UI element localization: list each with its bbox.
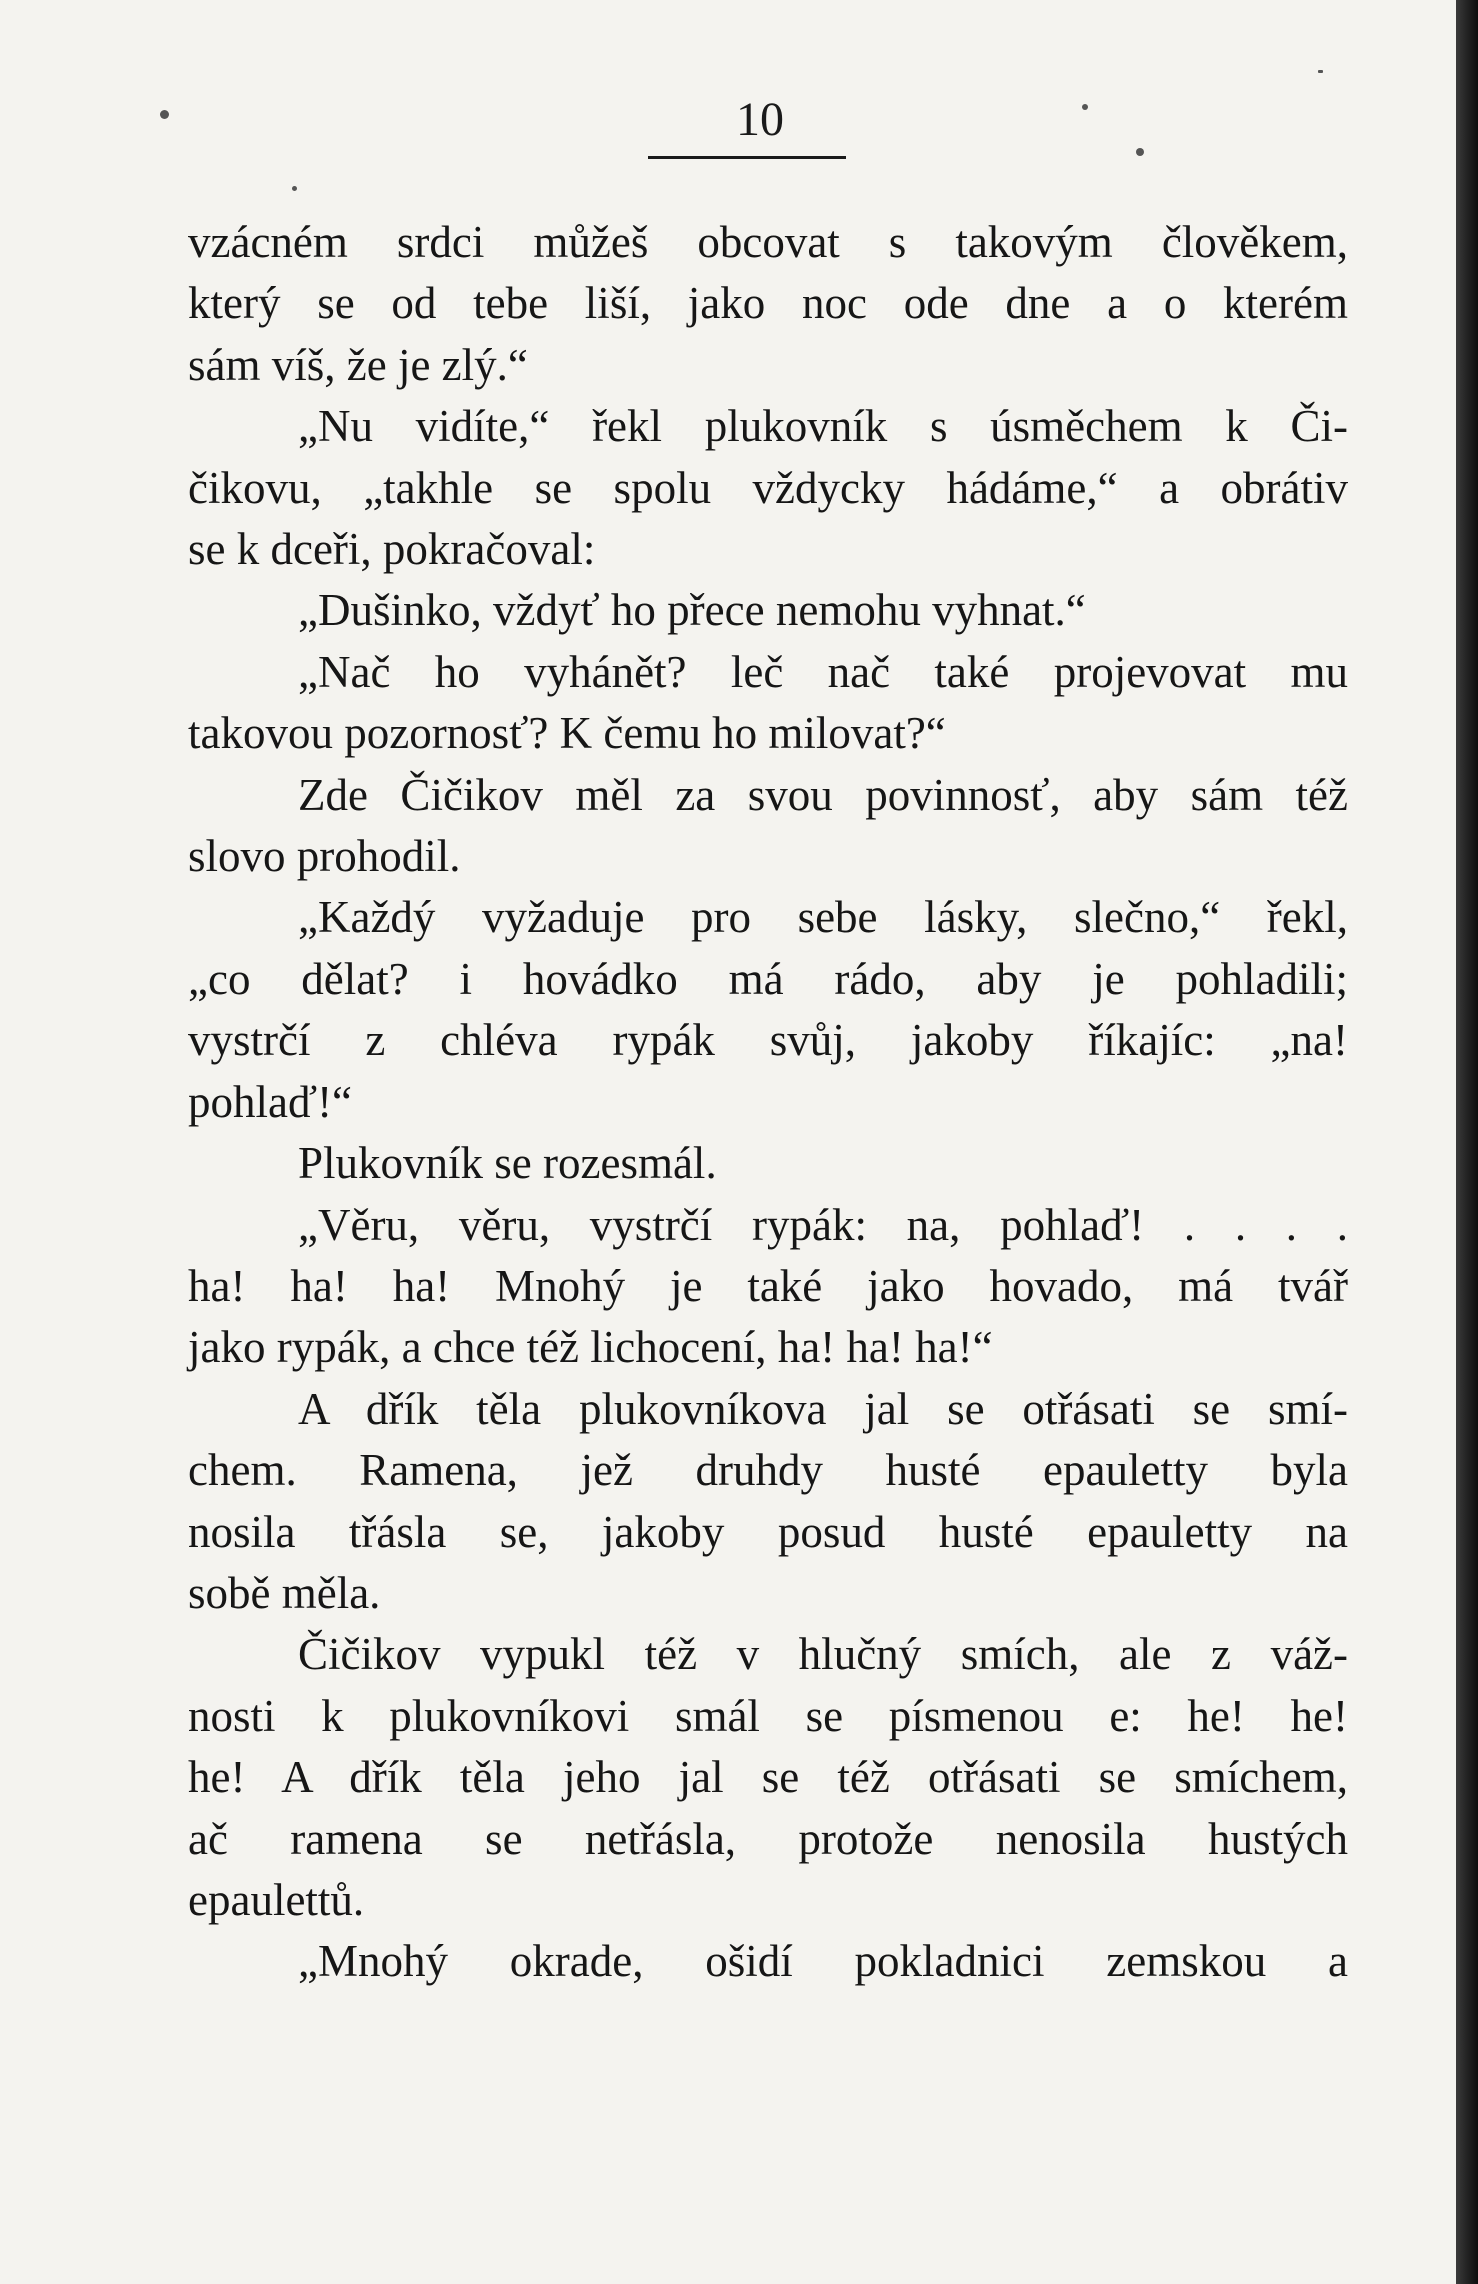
text-line: Čičikov vypukl též v hlučný smích, ale z váž- [298,1629,1348,1680]
text-line: který se od tebe liší, jako noc ode dne a o kterém [188,278,1348,329]
text-line: sám víš, že je zlý.“ [188,339,528,390]
text-line: „co dělat? i hovádko má rádo, aby je pohladili; [188,953,1348,1004]
paper-speck [160,110,169,119]
body-text [188,212,1348,1993]
text-line: „Mnohý okrade, ošidí pokladnici zemskou a [298,1936,1348,1987]
text-line: jako rypák, a chce též lichocení, ha! ha! ha!“ [188,1322,993,1373]
text-line: ač ramena se netřásla, protože nenosila hustých [188,1813,1348,1864]
text-line: pohlaď!“ [188,1076,353,1127]
text-line: „Dušinko, vždyť ho přece nemohu vyhnat.“ [298,585,1086,636]
text-line: nosila třásla se, jakoby posud husté epauletty na [188,1506,1348,1557]
text-line: he! A dřík těla jeho jal se též otřásati se smíchem, [188,1752,1348,1803]
text-line: „Věru, věru, vystrčí rypák: na, pohlaď! . . . . [298,1199,1348,1250]
text-line: chem. Ramena, jež druhdy husté epauletty byla [188,1445,1348,1496]
text-line: čikovu, „takhle se spolu vždycky hádáme,“ a obrátiv [188,462,1348,513]
header-rule [648,156,846,159]
text-line: „Každý vyžaduje pro sebe lásky, slečno,“ řekl, [298,892,1348,943]
paper-speck [1136,148,1144,156]
text-line: Zde Čičikov měl za svou povinnosť, aby sám též [298,769,1348,820]
page-number: 10 [736,93,784,146]
text-line: epaulettů. [188,1874,365,1925]
text-line: sobě měla. [188,1567,381,1618]
text-line: se k dceři, pokračoval: [188,524,596,575]
text-line: A dřík těla plukovníkova jal se otřásati se smí- [298,1383,1348,1434]
text-line: takovou pozornosť? K čemu ho milovat?“ [188,708,946,759]
text-line: „Nu vidíte,“ řekl plukovník s úsměchem k Či- [298,401,1348,452]
text-line: vystrčí z chléva rypák svůj, jakoby říkajíc: „na! [188,1015,1348,1066]
page-edge-shadow [1456,0,1478,2284]
paper-speck [1318,70,1323,73]
text-line: slovo prohodil. [188,831,461,882]
paper-speck [1082,104,1088,110]
paper-speck [292,186,297,191]
text-line: Plukovník se rozesmál. [298,1138,717,1189]
text-line: ha! ha! ha! Mnohý je také jako hovado, má tvář [188,1260,1348,1311]
text-line: vzácném srdci můžeš obcovat s takovým člověkem, [188,217,1348,267]
text-line: „Nač ho vyhánět? leč nač také projevovat mu [298,646,1348,697]
text-line: nosti k plukovníkovi smál se písmenou e: he! he! [188,1690,1348,1741]
